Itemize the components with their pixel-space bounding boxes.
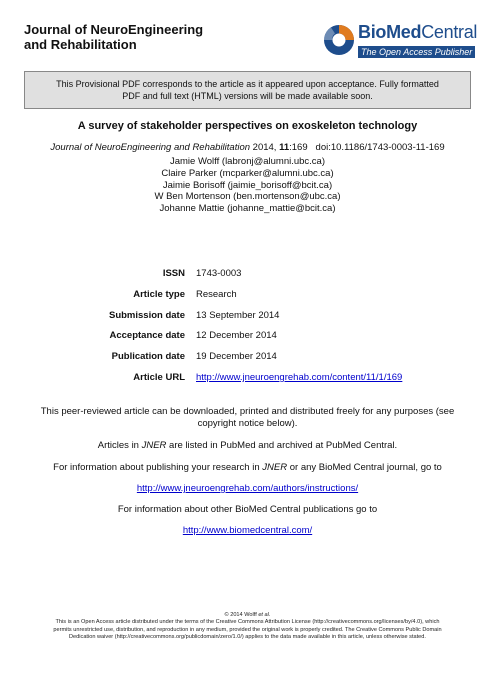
author-item: Jaimie Borisoff (jaimie_borisoff@bcit.ca) bbox=[162, 179, 333, 191]
meta-value: Research bbox=[196, 288, 237, 300]
reuse-line1: This peer-reviewed article can be downloaded, printed and distributed freely for any purposes (see bbox=[40, 406, 455, 417]
meta-row-submission-date bbox=[0, 310, 495, 331]
meta-value: 19 December 2014 bbox=[196, 351, 277, 363]
logo-wordmark bbox=[358, 22, 477, 42]
citation-year: 2014, bbox=[252, 142, 277, 153]
provisional-notice-box bbox=[24, 71, 471, 109]
journal-title bbox=[24, 22, 203, 52]
meta-label: Article type bbox=[133, 288, 185, 300]
biomedcentral-link[interactable]: http://www.biomedcentral.com/ bbox=[182, 525, 313, 536]
article-metadata bbox=[0, 268, 495, 393]
meta-value: 12 December 2014 bbox=[196, 330, 277, 342]
biomed-central-logo bbox=[322, 22, 477, 58]
article-title: A survey of stakeholder perspectives on exoskeleton technology bbox=[77, 120, 418, 132]
pubmed-journal: JNER bbox=[141, 440, 167, 451]
author-item: W Ben Mortenson (ben.mortenson@ubc.ca) bbox=[154, 191, 341, 203]
meta-label: ISSN bbox=[162, 268, 185, 279]
article-citation bbox=[0, 142, 495, 153]
license-line3: Dedication waiver (http://creativecommons.org/publicdomain/zero/1.0/) applies to the data made available in this article, unless otherwise stated. bbox=[69, 634, 426, 641]
publishing-info-paragraph bbox=[0, 462, 495, 474]
instructions-link[interactable]: http://www.jneuroengrehab.com/authors/instructions/ bbox=[136, 483, 359, 494]
journal-title-line1: Journal of NeuroEngineering bbox=[24, 22, 204, 37]
pubmed-text-after: are listed in PubMed and archived at PubMed Central. bbox=[166, 440, 398, 451]
pubmed-paragraph bbox=[0, 440, 495, 452]
biomed-link-row bbox=[0, 525, 495, 537]
meta-row-article-url bbox=[0, 372, 495, 393]
meta-label: Submission date bbox=[108, 309, 185, 321]
logo-brand-part1: BioMed bbox=[358, 22, 422, 42]
journal-title-line2: and Rehabilitation bbox=[24, 37, 137, 52]
reuse-paragraph bbox=[0, 406, 495, 430]
meta-row-publication-date bbox=[0, 351, 495, 372]
biomed-logo-icon bbox=[322, 22, 356, 58]
logo-tagline: The Open Access Publisher bbox=[358, 46, 475, 58]
reuse-line2: copyright notice below). bbox=[197, 418, 298, 429]
publishing-text-before: For information about publishing your research in bbox=[53, 462, 263, 473]
author-item: Claire Parker (mcparker@alumni.ubc.ca) bbox=[161, 167, 334, 179]
meta-row-acceptance-date bbox=[0, 330, 495, 351]
meta-row-article-type bbox=[0, 289, 495, 310]
meta-row-issn bbox=[0, 268, 495, 289]
citation-volume: 11 bbox=[279, 142, 290, 153]
pubmed-text-before: Articles in bbox=[97, 440, 142, 451]
meta-value: 13 September 2014 bbox=[196, 309, 280, 321]
author-list bbox=[0, 156, 495, 215]
meta-value: 1743-0003 bbox=[196, 268, 242, 279]
meta-label: Acceptance date bbox=[109, 330, 185, 342]
citation-journal: Journal of NeuroEngineering and Rehabilitation bbox=[50, 142, 251, 153]
author-item: Jamie Wolff (labronj@alumni.ubc.ca) bbox=[169, 156, 326, 167]
meta-label: Article URL bbox=[133, 371, 185, 383]
notice-line2: PDF and full text (HTML) versions will be made available soon. bbox=[122, 91, 373, 101]
copyright-etal: et al. bbox=[258, 612, 271, 618]
citation-doi: doi:10.1186/1743-0003-11-169 bbox=[315, 142, 445, 153]
license-line1: This is an Open Access article distributed under the terms of the Creative Commons Attribution License (http://creativecommons.org/licenses/by/4.0), which bbox=[55, 619, 440, 626]
citation-pages: :169 bbox=[289, 142, 308, 153]
meta-label: Publication date bbox=[111, 351, 185, 363]
copyright-footer bbox=[20, 612, 475, 642]
logo-brand-part2: Central bbox=[421, 22, 478, 42]
copyright-text: © 2014 Wolff bbox=[224, 612, 259, 618]
author-item: Johanne Mattie (johanne_mattie@bcit.ca) bbox=[159, 203, 336, 215]
license-line2: permits unrestricted use, distribution, and reproduction in any medium, provided the original work is properly credited. The Creative Commons Public Domain bbox=[53, 626, 442, 633]
article-url-link[interactable]: http://www.jneuroengrehab.com/content/11/1/169 bbox=[196, 371, 403, 383]
notice-line1: This Provisional PDF corresponds to the article as it appeared upon acceptance. Fully formatted bbox=[56, 79, 439, 89]
publishing-text-after: or any BioMed Central journal, go to bbox=[287, 462, 442, 473]
publishing-journal: JNER bbox=[262, 462, 288, 473]
other-publications-paragraph: For information about other BioMed Central publications go to bbox=[117, 504, 378, 515]
copyright-line bbox=[20, 612, 475, 619]
instructions-link-row bbox=[0, 483, 495, 495]
